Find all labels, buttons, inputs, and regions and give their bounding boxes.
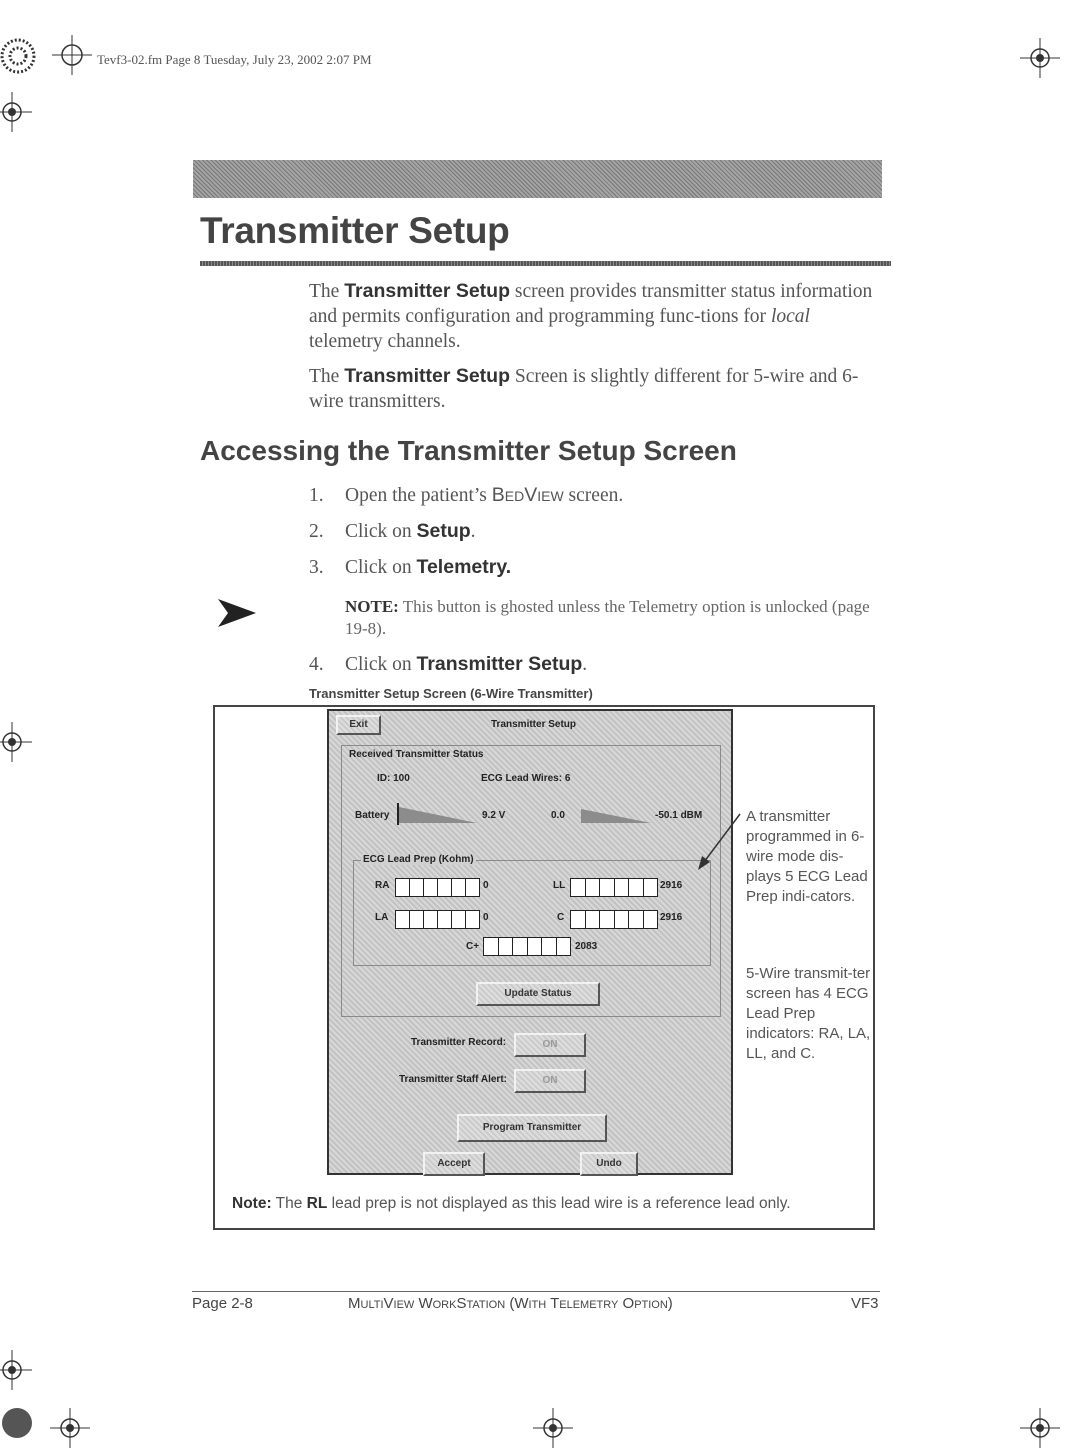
step-1: 1. Open the patient’s BedView screen. — [309, 484, 624, 506]
undo-button[interactable]: Undo — [580, 1152, 638, 1176]
lead-label-c-plus: C+ — [466, 941, 480, 952]
callout-5-wire: 5-Wire transmit-ter screen has 4 ECG Lead Prep indicators: RA, LA, LL, and C. — [746, 965, 871, 1062]
transmitter-setup-screen — [327, 709, 733, 1175]
staff-alert-label: Transmitter Staff Alert: — [399, 1074, 507, 1085]
registration-mark-icon — [1020, 38, 1060, 78]
registration-mark-icon — [533, 1408, 573, 1448]
program-transmitter-button[interactable]: Program Transmitter — [457, 1114, 607, 1142]
transmitter-record-label: Transmitter Record: — [411, 1037, 507, 1048]
title-bar — [193, 160, 882, 198]
title-rule — [200, 261, 891, 266]
lead-prep-indicator-c — [570, 910, 658, 929]
battery-label: Battery — [355, 810, 390, 821]
screen-title: Transmitter Setup — [491, 719, 577, 730]
lead-label-c: C — [557, 912, 565, 923]
lead-label-ll: LL — [553, 880, 566, 891]
registration-mark-icon — [0, 1350, 32, 1390]
step-3: 3. Click on Telemetry. — [309, 556, 512, 578]
update-status-button[interactable]: Update Status — [476, 982, 600, 1006]
note-arrow-icon — [216, 598, 258, 628]
step-4: 4. Click on Transmitter Setup. — [309, 653, 588, 675]
callout-6-wire: A transmitter programmed in 6-wire mode dis-plays 5 ECG Lead Prep indi-cators. — [746, 808, 868, 905]
intro-paragraph-1: The Transmitter Setup screen provides transmitter status information and permits configuration and programming func-tions for local telemetry channels. — [309, 280, 873, 352]
transmitter-record-toggle[interactable]: ON — [514, 1033, 586, 1057]
battery-value: 9.2 V — [482, 810, 506, 821]
lead-value-la: 0 — [483, 912, 489, 923]
lead-value-c-plus: 2083 — [575, 941, 598, 952]
lead-prep-label: ECG Lead Prep (Kohm) — [363, 854, 474, 865]
footer-rule — [192, 1291, 880, 1292]
battery-meter — [397, 803, 479, 825]
printer-slug: Tevf3-02.fm Page 8 Tuesday, July 23, 2002 2:07 PM — [97, 52, 372, 67]
intro-paragraph-2: The Transmitter Setup Screen is slightly different for 5-wire and 6-wire transmitters. — [309, 365, 859, 412]
color-target-icon — [0, 1406, 34, 1440]
registration-mark-icon — [50, 1408, 90, 1448]
registration-mark-icon — [0, 92, 32, 132]
registration-mark-icon — [1020, 1408, 1060, 1448]
staff-alert-toggle[interactable]: ON — [514, 1069, 586, 1093]
transmitter-id: ID: 100 — [377, 773, 410, 784]
footer-page-number: Page 2-8 — [192, 1295, 253, 1312]
signal-dbm: -50.1 dBM — [655, 810, 703, 821]
lead-label-ra: RA — [375, 880, 390, 891]
accept-button[interactable]: Accept — [423, 1152, 485, 1176]
signal-meter — [581, 803, 653, 825]
registration-mark-icon — [52, 35, 92, 75]
ecg-lead-wires: ECG Lead Wires: 6 — [481, 773, 571, 784]
lead-prep-indicator-ra — [395, 878, 480, 897]
figure-note: Note: The RL lead prep is not displayed as this lead wire is a reference lead only. — [232, 1195, 791, 1212]
signal-value: 0.0 — [551, 810, 565, 821]
footer-version: VF3 — [851, 1295, 879, 1312]
step-2: 2. Click on Setup. — [309, 520, 476, 542]
lead-prep-indicator-c-plus — [483, 937, 571, 956]
callout-pointer-icon — [694, 812, 742, 872]
lead-label-la: LA — [375, 912, 389, 923]
section-heading: Accessing the Transmitter Setup Screen — [200, 435, 737, 466]
lead-value-ll: 2916 — [660, 880, 683, 891]
note: NOTE: This button is ghosted unless the Telemetry option is unlocked (page 19-8). — [345, 597, 870, 638]
footer-manual-title: MultiView WorkStation (With Telemetry Option) — [348, 1295, 673, 1312]
status-group-label: Received Transmitter Status — [349, 749, 484, 760]
registration-mark-icon — [0, 722, 32, 762]
lead-value-c: 2916 — [660, 912, 683, 923]
lead-value-ra: 0 — [483, 880, 489, 891]
exit-button[interactable]: Exit — [336, 715, 381, 735]
lead-prep-indicator-ll — [570, 878, 658, 897]
lead-prep-indicator-la — [395, 910, 480, 929]
page-title: Transmitter Setup — [200, 210, 510, 251]
color-target-icon — [0, 38, 36, 74]
figure-caption: Transmitter Setup Screen (6-Wire Transmitter) — [309, 686, 593, 701]
